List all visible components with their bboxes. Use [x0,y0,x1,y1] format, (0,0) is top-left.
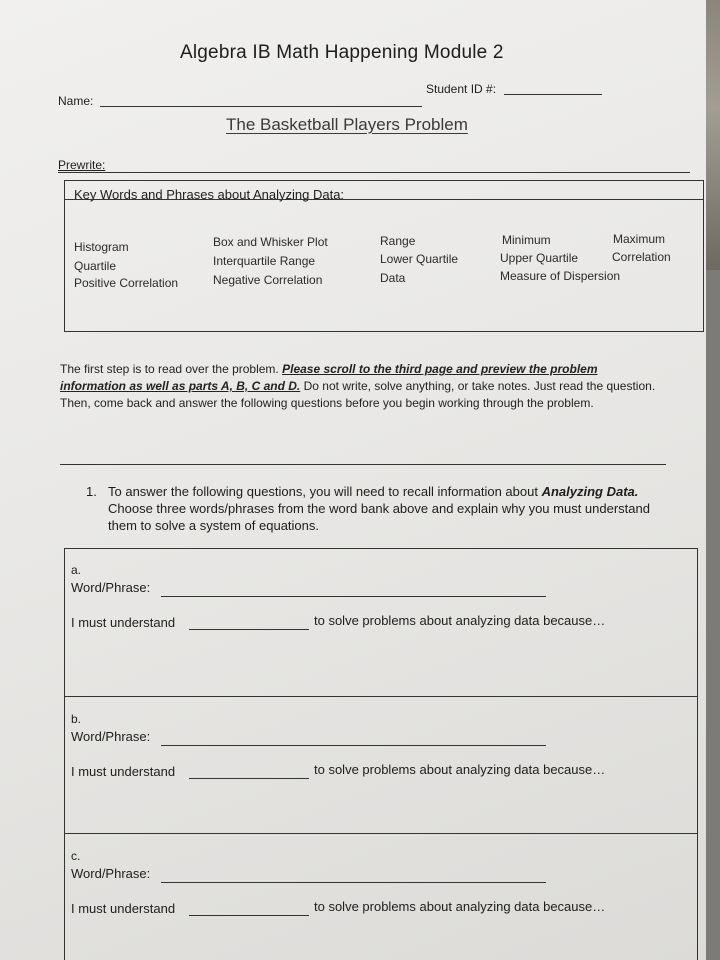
must-understand-blank[interactable] [189,915,309,916]
because-prompt: to solve problems about analyzing data because… [314,899,606,914]
instructions-paragraph [60,361,660,412]
answer-divider [65,833,697,834]
key-words-title: Key Words and Phrases about Analyzing Data: [74,187,345,202]
name-label: Name: [58,94,94,108]
word-bank-item: Negative Correlation [213,273,323,287]
word-phrase-label: Word/Phrase: [71,729,151,744]
word-bank-item: Maximum [613,232,666,246]
must-understand-blank[interactable] [189,629,309,630]
instructions-emphasis: Please scroll to the third page and preview the problem information as well as parts A, B, C and D. [60,362,598,393]
word-bank-item: Lower Quartile [380,252,459,266]
answer-box [64,548,698,960]
word-bank-item: Positive Correlation [74,276,179,290]
word-phrase-label: Word/Phrase: [71,580,151,595]
student-id-label: Student ID #: [426,82,497,96]
key-words-box [64,180,704,332]
word-bank-item: Interquartile Range [213,254,316,268]
section-letter: b. [71,712,82,726]
question-1 [86,483,666,534]
word-bank-item: Box and Whisker Plot [213,235,328,249]
key-words-divider [65,199,703,200]
must-understand-label: I must understand [71,901,176,916]
word-bank-item: Correlation [612,250,671,264]
section-divider [60,464,666,465]
word-phrase-blank[interactable] [161,596,546,597]
divider-line [58,172,690,173]
word-bank-item: Range [380,234,416,248]
word-bank-item: Quartile [74,259,117,273]
because-prompt: to solve problems about analyzing data because… [314,613,606,628]
section-letter: a. [71,563,82,577]
word-phrase-blank[interactable] [161,882,546,883]
answer-divider [65,696,697,697]
question-number: 1. [86,484,97,499]
because-prompt: to solve problems about analyzing data because… [314,762,606,777]
word-bank-item: Minimum [502,233,551,247]
must-understand-blank[interactable] [189,778,309,779]
word-phrase-label: Word/Phrase: [71,866,151,881]
question-text [108,483,666,534]
must-understand-label: I must understand [71,764,176,779]
question-bold-phrase: Analyzing Data. [541,484,639,499]
question-text-end: Choose three words/phrases from the word bank above and explain why you must understand them to solve a system of equations. [108,501,650,533]
section-letter: c. [71,849,81,863]
worksheet-title: Algebra IB Math Happening Module 2 [180,42,504,63]
problem-title: The Basketball Players Problem [226,115,468,134]
question-text-start: To answer the following questions, you will need to recall information about [108,484,538,499]
word-bank-item: Data [380,271,406,285]
word-phrase-blank[interactable] [161,745,546,746]
prewrite-label: Prewrite: [58,158,106,172]
word-bank-item: Measure of Dispersion [500,269,621,283]
word-bank-item: Histogram [74,240,129,254]
word-bank-item: Upper Quartile [500,251,579,265]
student-id-blank[interactable] [504,94,602,95]
must-understand-label: I must understand [71,615,176,630]
instructions-text: The first step is to read over the problem. [60,362,279,376]
instructions-text-continued: Do not write, solve anything, or take notes. Just read the question. Then, come back and answer the following questions before you begin working through the problem. [60,379,656,410]
name-blank[interactable] [100,106,422,107]
